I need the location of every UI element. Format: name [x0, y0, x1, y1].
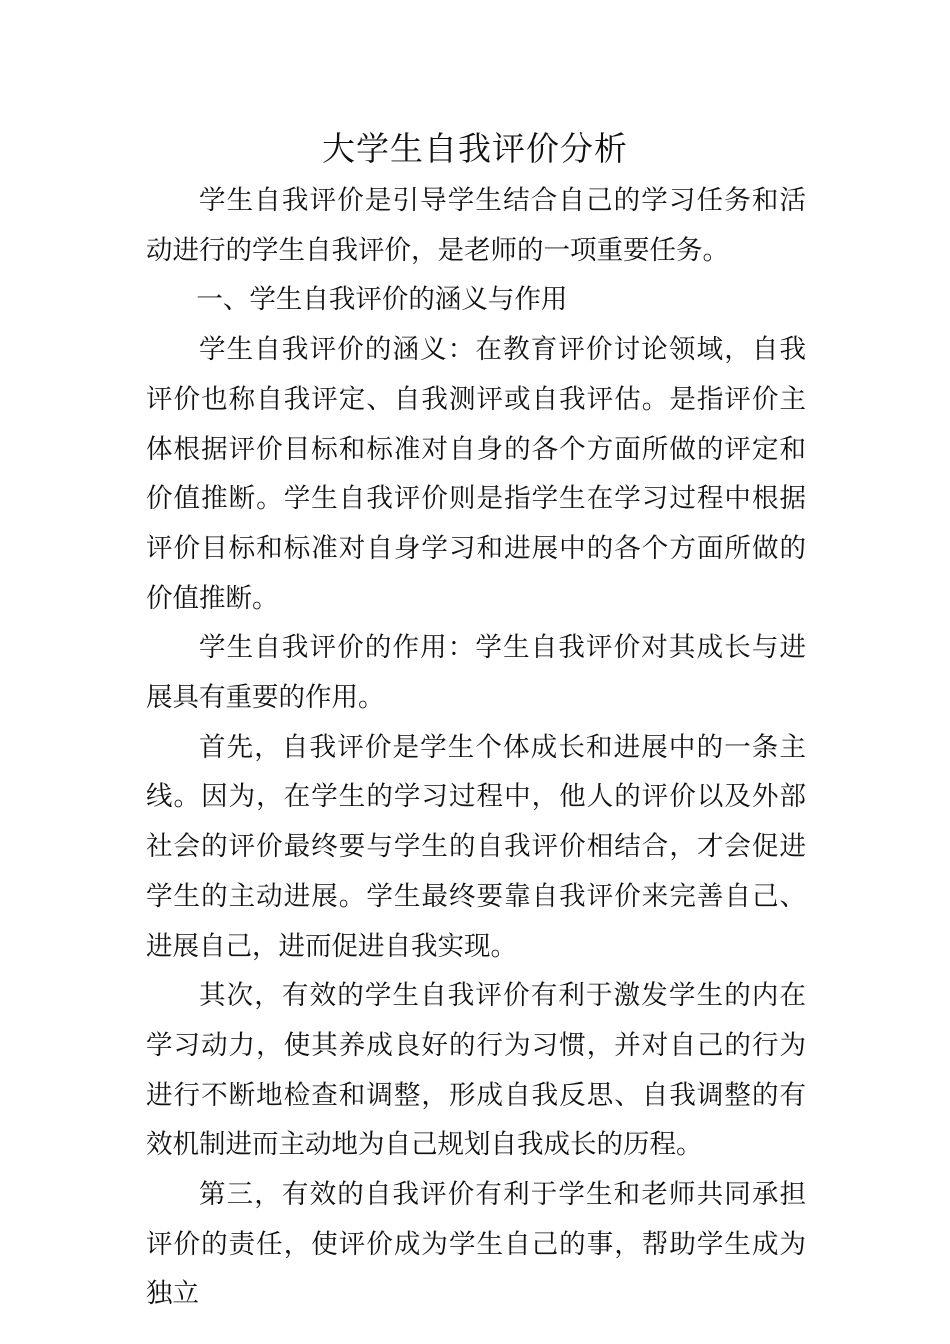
second-point-paragraph: 其次，有效的学生自我评价有利于激发学生的内在学习动力，使其养成良好的行为习惯，并对自己的行为进行不断地检查和调整，形成自我反思、自我调整的有效机制进而主动地为自己规划自我成长的历程。: [146, 980, 806, 1161]
intro-paragraph: 学生自我评价是引导学生结合自己的学习任务和活动进行的学生自我评价，是老师的一项重要任务。: [146, 185, 806, 266]
first-point-paragraph: 首先，自我评价是学生个体成长和进展中的一条主线。因为，在学生的学习过程中，他人的评价以及外部社会的评价最终要与学生的自我评价相结合，才会促进学生的主动进展。学生最终要靠自我评价来完善自己、进展自己，进而促进自我实现。: [146, 731, 806, 962]
document-body: [146, 176, 806, 1319]
role-paragraph: 学生自我评价的作用：学生自我评价对其成长与进展具有重要的作用。: [146, 632, 806, 714]
section-heading: 一、学生自我评价的涵义与作用: [196, 284, 568, 316]
third-point-paragraph: 第三，有效的自我评价有利于学生和老师共同承担评价的责任，使评价成为学生自己的事，帮助学生成为独立: [146, 1179, 806, 1310]
definition-paragraph: 学生自我评价的涵义：在教育评价讨论领域，自我评价也称自我评定、自我测评或自我评估。是指评价主体根据评价目标和标准对自身的各个方面所做的评定和价值推断。学生自我评价则是指学生在学习过程中根据评价目标和标准对自身学习和进展中的各个方面所做的价值推断。: [146, 334, 806, 614]
document-title: 大学生自我评价分析: [322, 129, 628, 168]
